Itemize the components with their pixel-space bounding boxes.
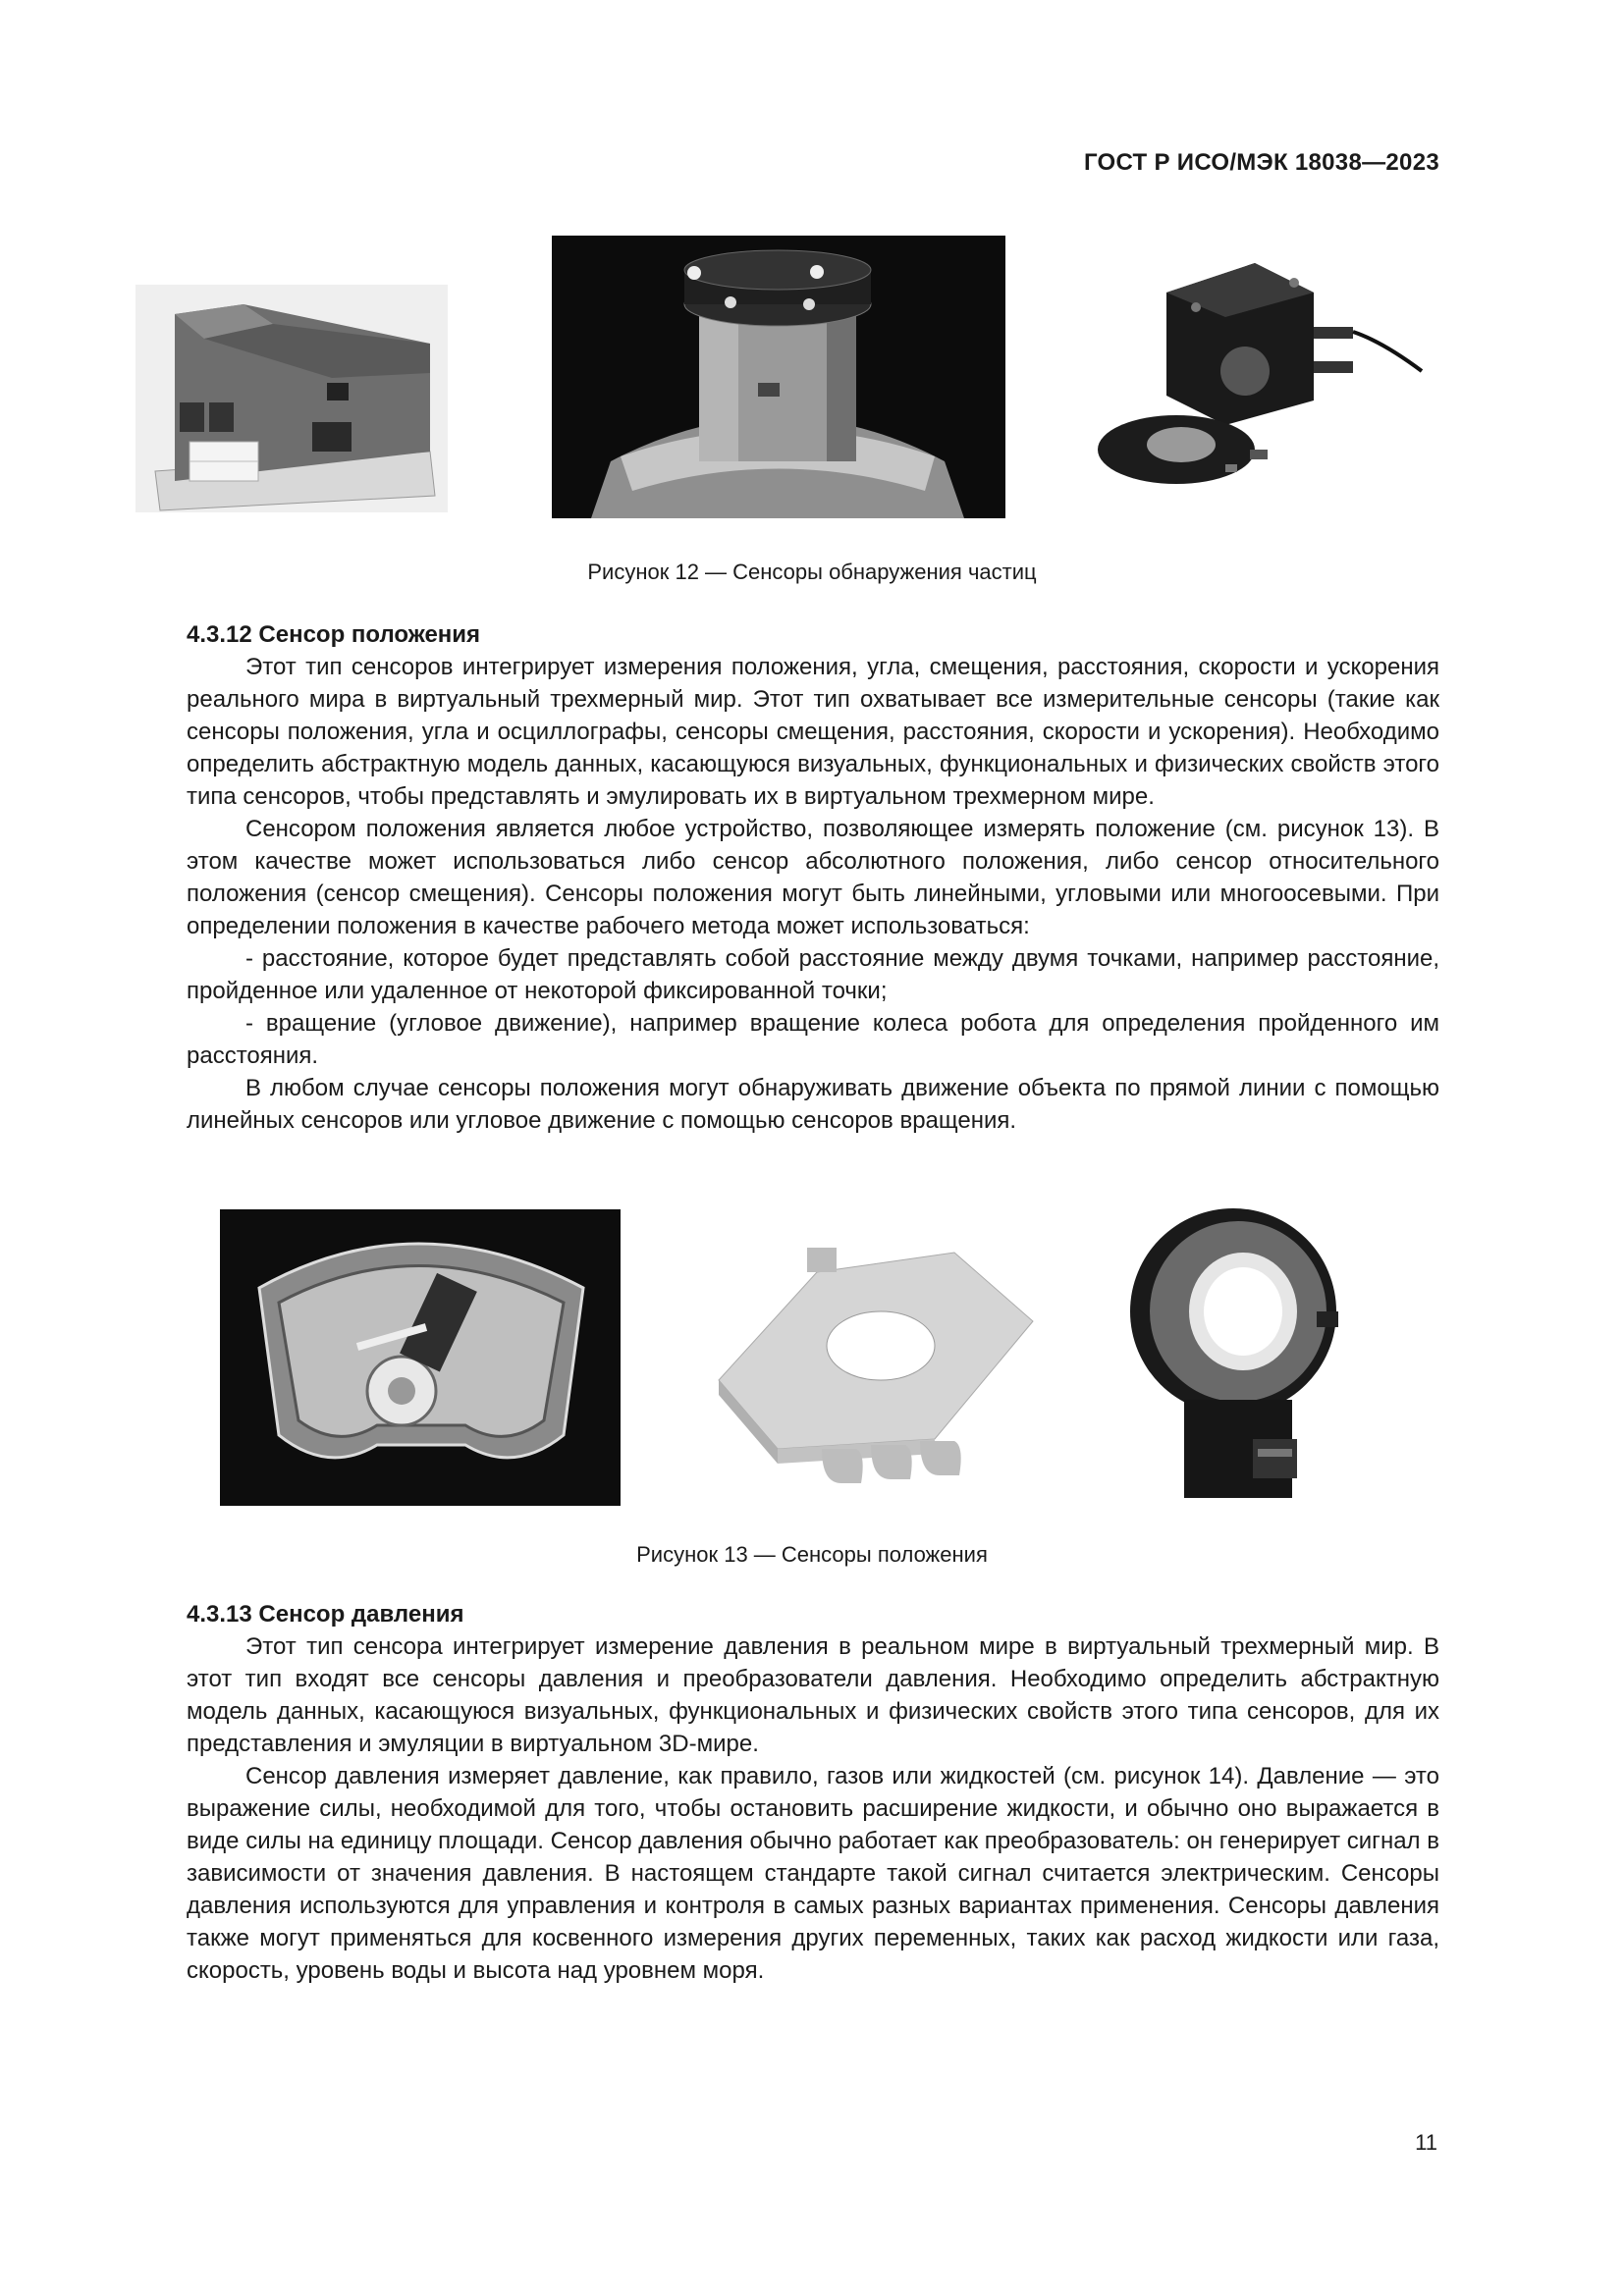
particle-sensor-box-image [1088,253,1427,501]
list-item: - расстояние, которое будет представлять собой расстояние между двумя точками, например расстояние, пройденное или удаленное от некоторой фиксированной точки; [187,945,1439,1004]
smd-position-sensor-image [709,1213,1039,1506]
figure-13-caption: Рисунок 13 — Сенсоры положения [636,1542,988,1567]
section-4-3-13 [187,1598,1439,1987]
figure-12-caption: Рисунок 12 — Сенсоры обнаружения частиц [587,560,1037,584]
document-standard-header: ГОСТ Р ИСО/МЭК 18038—2023 [1083,149,1439,176]
ring-encoder-sensor-image [1125,1203,1349,1508]
page-number: 11 [1415,2130,1437,2155]
paragraph: В любом случае сенсоры положения могут обнаруживать движение объекта по прямой линии с помощью линейных сенсоров или угловое движение с помощью сенсоров вращения. [187,1075,1439,1134]
paragraph: Сенсором положения является любое устройство, позволяющее измерять положение (см. рисунок 13). В этом качестве может использоваться либо сенсор абсолютного положения, либо сенсор относительного положения (сенсор смещения). Сенсоры положения могут быть линейными, угловыми или многоосевыми. При определении положения в качестве рабочего метода может использоваться: [187,816,1439,939]
section-heading: 4.3.12 Сенсор положения [187,621,481,648]
section-4-3-12 [187,618,1439,1137]
rotary-position-sensor-image [220,1209,621,1506]
list-item: - вращение (угловое движение), например вращение колеса робота для определения пройденного им расстояния. [187,1010,1439,1069]
particle-sensor-module-image [135,285,448,512]
particle-sensor-cylinder-image [552,236,1005,518]
paragraph: Этот тип сенсора интегрирует измерение давления в реальном мире в виртуальный трехмерный мир. В этот тип входят все сенсоры давления и преобразователи давления. Необходимо определить абстрактную модель данных, касающуюся визуальных, функциональных и физических свойств этого типа сенсоров, для их представления и эмуляции в виртуальном 3D-мире. [187,1633,1439,1757]
paragraph: Сенсор давления измеряет давление, как правило, газов или жидкостей (см. рисунок 14). Давление — это выражение силы, необходимой для того, чтобы остановить расширение жидкости, и обычно оно выражается в виде силы на единицу площади. Сенсор давления обычно работает как преобразователь: он генерирует сигнал в зависимости от значения давления. В настоящем стандарте такой сигнал считается электрическим. Сенсоры давления используются для управления и контроля в самых разных вариантах применения. Сенсоры давления также могут применяться для косвенного измерения других переменных, таких как расход жидкости или газа, скорость, уровень воды и высота над уровнем моря. [187,1763,1439,1984]
section-heading: 4.3.13 Сенсор давления [187,1601,464,1628]
paragraph: Этот тип сенсоров интегрирует измерения положения, угла, смещения, расстояния, скорости и ускорения реального мира в виртуальный трехмерный мир. Этот тип охватывает все измерительные сенсоры (такие как сенсоры положения, угла и осциллографы, сенсоры смещения, расстояния, скорости и ускорения). Необходимо определить абстрактную модель данных, касающуюся визуальных, функциональных и физических свойств этого типа сенсоров, чтобы представлять и эмулировать их в виртуальном трехмерном мире. [187,654,1439,810]
